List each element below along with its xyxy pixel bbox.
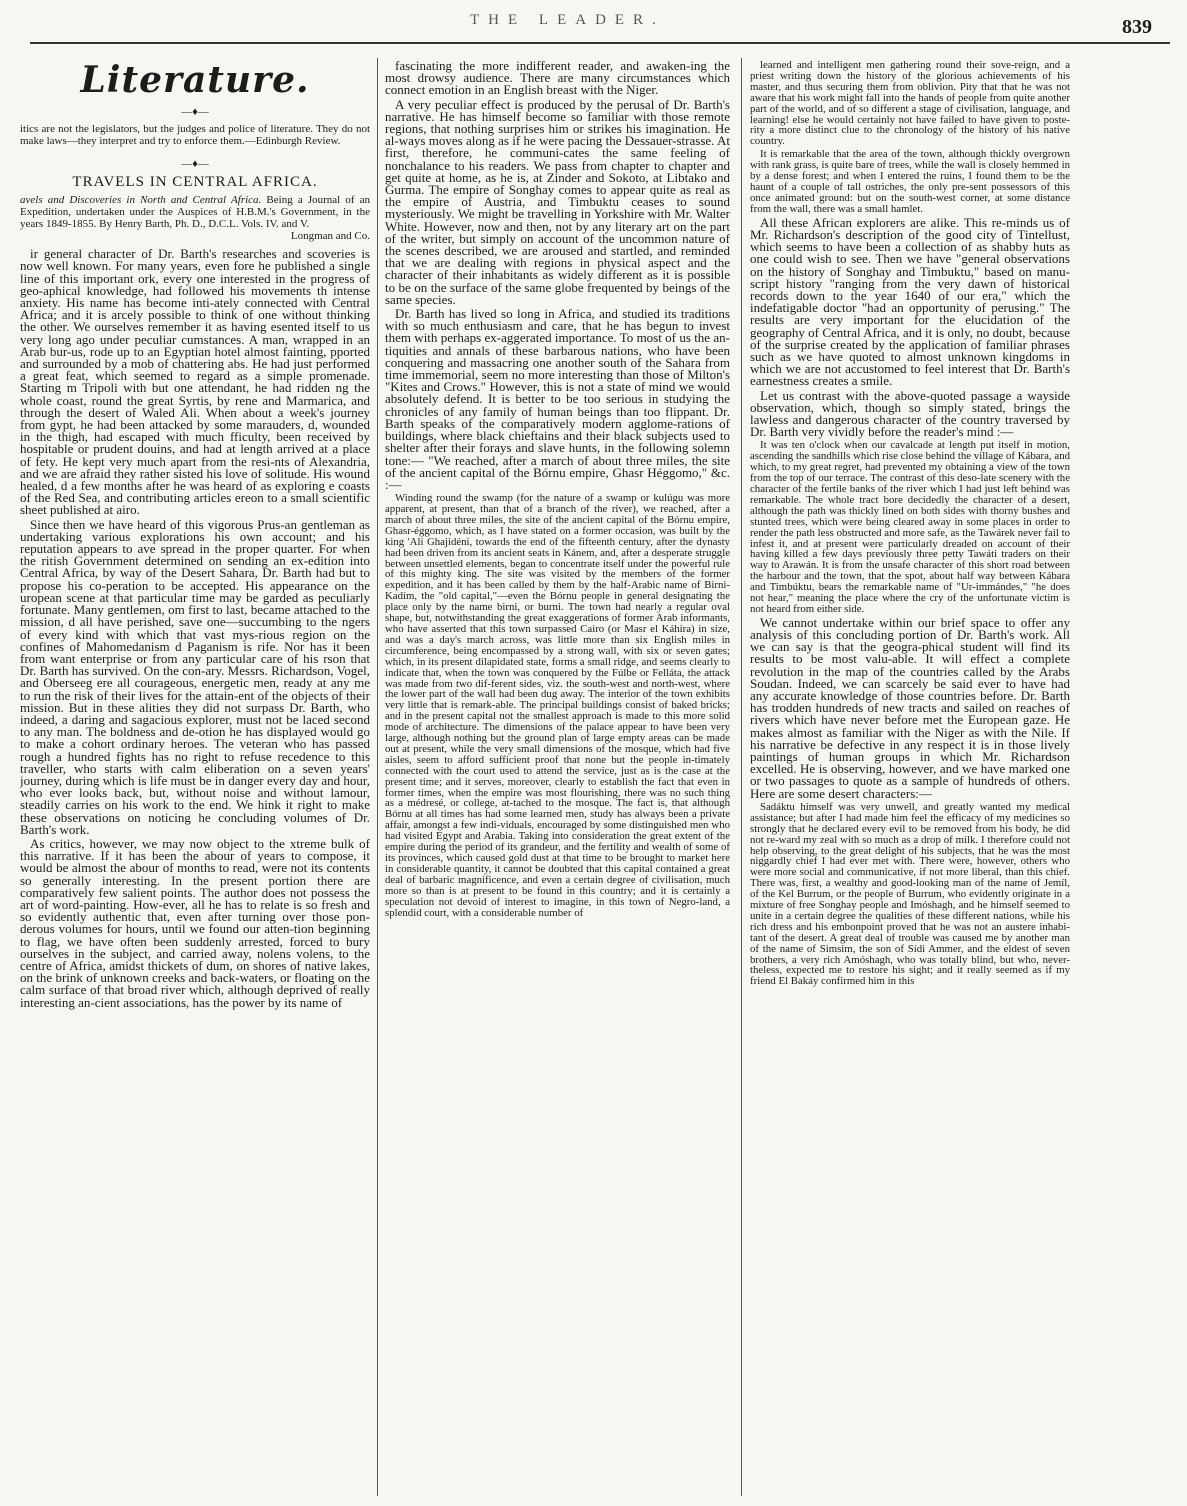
column-2 xyxy=(385,60,730,1496)
masthead xyxy=(30,8,1170,44)
epigraph: itics are not the legislators, but the judges and police of literature. They do not make laws—they interpret and try to enforce them.—Edinburgh Review. xyxy=(20,123,370,147)
column-3 xyxy=(750,60,1070,1496)
book-description: Being a Journal of an Expedition, undertaken under the Auspices of H.B.M.'s Government, in the years 1849-1855. By Henry Barth, Ph. D., D.C.L. Vols. IV. and V. xyxy=(20,194,370,231)
quoted-extract: Winding round the swamp (for the nature of a swamp or kulúgu was more apparent, at present, than that of a branch of the river), we reached, after a march of about three miles, the site of the ancient capital of the Bórnu empire, Ghasr-éggomo, which, as I have stated on a former occasion, was built by the king 'Alí Ghajidéni, towards the end of the fifteenth century, after the dynasty had been driven from its ancient seats in Kánem, and, after a desperate struggle between unsettled elements, began to concentrate itself under the powerful rule of this mighty king. The site was visited by the members of the former expedition, and it has been called by them by the half-Arabic name of Birni-Kadím, the "old capital,"—even the Bórnu people in general designating the place only by the name birni, or burni. The town had nearly a regular oval shape, but, notwithstanding the great exaggerations of former Arab informants, who have asserted that this town surpassed Cairo (or Masr el Káhira) in size, and was a day's march across, was little more than six English miles in circumference, being encompassed by a strong wall, with six or seven gates; which, in its present dilapidated state, forms a small ridge, and seems clearly to indicate that, when the town was conquered by the Fúlbe or Felláta, the attack was made from two dif-ferent sides, viz. the south-west and north-west, where the lower part of the wall had been dug away. The interior of the town exhibits very little that is remark-able. The principal buildings consist of baked bricks; and in the present capital not the smallest approach is made to this more solid mode of architecture. The dimensions of the palace appear to have been very large, although nothing but the ground plan of large empty areas can be made out at present, while the very small dimensions of the mosque, which had five aisles, seem to afford sufficient proof that none but the people in-timately connected with the court used to attend the service, just as is the case at the present time; and it serves, moreover, clearly to establish the fact that even in former times, when the empire was most flourishing, there was no such thing as a médresé, or college, at-tached to the mosque. The fact is, that although Bórnu at all times has had some learned men, study has always been a private affair, amongst a few indi-viduals, encouraged by some distinguished men who had visited Egypt and Arabia. Taking into consideration the great extent of the empire during the period of its grandeur, and the fertility and wealth of some of its provinces, which caused gold dust at that time to be brought to market here in considerable quantity, it cannot be doubted that this capital contained a great deal of barbaric magnificence, and even a certain degree of civilisation, much more so than is at present to be found in this country; and it is certainly a speculation not devoid of interest to imagine, in this town of Negro-land, a splendid court, with a considerable number of xyxy=(385,492,730,919)
column-rule xyxy=(741,58,742,1496)
ornament: —♦— xyxy=(181,106,209,118)
paragraph: A very peculiar effect is produced by the perusal of Dr. Barth's narrative. He has himself become so familiar with those remote regions, that nothing surprises him or strikes his imagination. He al-ways moves along as if he were pacing the Dessauer-strasse. At first, therefore, he communi-cates the same feeling of nonchalance to his readers. We pass from chapter to chapter and get quite at home, as he is, at Zinder and Sokoto, at Libtako and Gurma. The empire of Songhay comes to appear quite as real as the empire of Austria, and Timbuktu ceases to sound mysteriously. We might be travelling in Yorkshire with Mr. Walter White. However, now and then, not by any literary art on the part of the writer, but simply on account of the uncommon nature of the scenes described, we are aroused and startled, and reminded that we are dealing with regions in physical aspect and the character of their inhabitants as widely different as it is possible to be on the surface of the same globe frequented by beings of the same species. xyxy=(385,96,730,307)
column-rule xyxy=(377,58,378,1496)
book-title: avels and Discoveries in North and Central Africa. xyxy=(20,194,262,207)
page-number: 839 xyxy=(1122,16,1152,38)
paragraph: Let us contrast with the above-quoted passage a wayside observation, which, though so simply stated, brings the lawless and dangerous character of the country traversed by Dr. Barth very vividly before the reader's mind :— xyxy=(750,387,1070,440)
paragraph: Dr. Barth has lived so long in Africa, and studied its traditions with so much enthusiasm and care, that he has begun to invest them with perhaps ex-aggerated importance. To most of us the an-tiquities and annals of these barbarous nations, who have been conquering and massacring one another south of the Sahara from time immemorial, seem no more interesting than those of Milton's "Kites and Crows." However, this is not a state of mind we would absolutely defend. It is better to be too serious in studying the chronicles of any family of human beings than too flippant. Dr. Barth speaks of the comparatively modern agglome-rations of buildings, where black chieftains and their black subjects used to shelter after their forays and slave hunts, in the following solemn tone:— "We reached, after a march of about three miles, the site of the ancient capital of the Bórnu empire, Ghasr Héggomo," &c. :— xyxy=(385,306,730,492)
paragraph: ir general character of Dr. Barth's researches and scoveries is now well known. For many years, even fore he published a single line of this important ork, every one interested in the progress of geo-aphical knowledge, had followed his movements th intense anxiety. His name has become inti-ately connected with Central Africa; and it is arcely possible to think of one without thinking the other. We ourselves remember it as having esented itself to us very long ago under peculiar cumstances. A man, wrapped in an Arab bur-us, rode up to an Egyptian hotel almost fainting, pported and surrounded by a mob of chattering abs. He had just performed a great feat, which seemed to regard as a simple promenade. Starting m Tripoli with but one attendant, he had ridden ng the whole coast, round the great Syrtis, by rene and Marmarica, and through the desert of Waled Ali. When about a week's journey from gypt, he had been attacked by some marauders, d, wounded in the thigh, had escaped with much fficulty, been received by hospitable or prudent douins, and had at length arrived at a place of fety. He kept very much apart from the resi-nts of Alexandria, and we are afraid they rather sisted his love of solitude. His wound healed, d a few months after he was heard of as exploring e coasts of the Red Sea, and contributing articles ereon to a small scientific sheet published at airo. xyxy=(20,246,370,518)
publisher: Longman and Co. xyxy=(290,230,370,243)
paragraph: Since then we have heard of this vigorous Prus-an gentleman as undertaking various explorations his own account; and his reputation appears to ave spread in the proper quarter. For when the ritish Government determined on sending an ex-edition into Central Africa, by way of the Desert Sahara, Dr. Barth had but to propose his co-peration to be accepted. His appearance on the uropean scene at that particular time may be garded as peculiarly fortunate. Many gentlemen, om first to last, became attached to the mission, d all have perished, save one—succumbing to the ngers of every kind with which that vast mys-rious region on the confines of Mahomedanism d Paganism is rife. Nor has it been from want enterprise or from any particular care of his rson that Dr. Barth has survived. On the con-ary. Messrs. Richardson, Vogel, and Oberseeg ere all courageous, energetic men, ready at any me to run the risk of their lives for the attain-ent of the objects of their mission. But in these alities they did not surpass Dr. Barth, who indeed, a daring and sagacious explorer, must not be laced second to any man. The boldness and de-otion he has displayed would go to make a cohort ordinary heroes. The veteran who has passed rough a hundred fights has no right to refuse recedence to this traveller, who starts with calm eliberation on a seven years' journey, during which is life must be in danger every day and hour, who ever looks back, but, without noise and without lamour, steadily carries on his work to the end. We hink it right to make these observations on noticing he concluding volumes of Dr. Barth's work. xyxy=(20,516,370,837)
column-1 xyxy=(20,56,370,1496)
running-title: THE LEADER. xyxy=(470,12,665,28)
quoted-extract: It is remarkable that the area of the town, although thickly overgrown with rank grass, is quite bare of trees, while the wall is closely hemmed in by a dense forest; and when I entered the ruins, I found them to be the haunt of a couple of tall ostriches, the only pre-sent possessors of this once animated ground: but on the south-west corner, at some distance from the wall, there was a small hamlet. xyxy=(750,148,1070,215)
book-reference xyxy=(20,194,370,242)
paragraph: We cannot undertake within our brief space to offer any analysis of this concluding portion of Dr. Barth's work. All we can say is that the geogra-phical student will find its results to be most valu-able. It will effect a complete revolution in the map of the countries called by the Arabs Soudan. Indeed, we can scarcely be said ever to have had any accurate knowledge of those countries before. Dr. Barth has trodden hundreds of new tracts and sailed on reaches of rivers which have never before met the European gaze. He makes almost as familiar with the Niger as with the Nile. If his narrative be defective in any respect it is in those lively paintings of human groups in which Mr. Richardson excelled. He is observing, however, and we have marked one or two passages to quote as a sample of hundreds of others. Here are some desert characters:— xyxy=(750,614,1070,801)
ornament: —♦— xyxy=(181,157,209,170)
paragraph: As critics, however, we may now object to the xtreme bulk of this narrative. If it has been the abour of years to compose, it would be almost the abour of months to read, were not its contents so generally interesting. In the present portion there are comparatively few salient points. The author does not possess the art of word-painting. How-ever, all he has to relate is so fresh and so evidently authentic that, even after turning over those pon-derous volumes for hours, until we found our atten-tion beginning to flag, we have often been suddenly arrested, forced to bury ourselves in the subject, and carried away, nolens volens, to the centre of Africa, amidst thickets of dum, on shores of native lakes, on the brink of unknown creeks and back-waters, or floating on the calm surface of that broad river which, although deprived of really interesting an-cient associations, has the power by its name of xyxy=(20,835,370,1010)
quoted-extract: Sadáktu himself was very unwell, and greatly wanted my medical assistance; but after I had made him feel the efficacy of my medicines so strongly that he declared every evil to be removed from his body, he did not re-ward my zeal with so much as a drop of milk. I therefore could not help observing, to the great delight of his subjects, that he was the most niggardly chief I had ever met with. There were, however, others who were more social and communicative, if not more liberal, than this chief. There was, first, a wealthy and good-looking man of the name of Jemíl, of the Kel Burrum, or the people of Burrum, who evidently originate in a mixture of free Songhay people and Imóshagh, and he himself seemed to unite in a certain degree the qualities of these different nations, while his rich dress and his embonpoint proved that he was not an austere inhabi-tant of the desert. A great deal of trouble was caused me by another man of the name of Simsim, the son of Sídi Ammer, and the eldest of seven brothers, a very rich Amóshagh, who was totally blind, but who, never-theless, expected me to restore his sight; and it really seemed as if my friend El Bakáy confirmed him in this xyxy=(750,800,1070,988)
section-title: Literature. xyxy=(80,59,310,101)
paragraph: fascinating the more indifferent reader, and awaken-ing the most drowsy audience. There are many circumstances which connect emotion in an English breast with the Niger. xyxy=(385,60,730,98)
article-title: TRAVELS IN CENTRAL AFRICA. xyxy=(72,174,318,190)
paragraph: All these African explorers are alike. This re-minds us of Mr. Richardson's description of the good city of Tintellust, which seems to have been a collection of as shabby huts as one could wish to see. Then we have "general observations on the history of Songhay and Timbuktu," based on manu-script history "ranging from the very dawn of historical records down to the year 1640 of our era," which the indefatigable doctor "had an opportunity of perusing." The results are very important for the elucidation of the geography of Central Africa, and it is only, no doubt, because of the surprise created by the application of familiar phrases such as we have quoted to almost unknown kingdoms in which we are not accustomed to feel interest that Dr. Barth's earnestness creates a smile. xyxy=(750,214,1070,389)
quoted-extract: It was ten o'clock when our cavalcade at length put itself in motion, ascending the sandhills which rise close behind the village of Kábara, and which, to my great regret, had prevented my obtaining a view of the town from the top of our terrace. The contrast of this deso-late scenery with the character of the fertile banks of the river which I had just left behind was remarkable. The whole tract bore decidedly the character of a desert, although the path was thickly lined on both sides with thorny bushes and stunted trees, which were being cleared away in some places in order to render the path less obstructed and more safe, as the Tawárek never fail to infest it, and at present were particularly dreaded on account of their having killed a few days previously three petty Tawáti traders on their way to Arawán. It is from the unsafe character of this short road between the harbour and the town, that the spot, about half way between Kábara and Timbúktu, bears the remarkable name of "Ur-immándes," "he does not hear," meaning the place where the cry of the unfortunate victim is not heard from either side. xyxy=(750,439,1070,615)
quoted-extract: learned and intelligent men gathering round their sove-reign, and a priest writing down the history of the glorious achievements of his master, and thus securing them from oblivion. Pity that that he was not aware that his work might fall into the hands of people from quite another part of the world, and of so different a stage of civilisation, language, and learning! else he would certainly not have failed to have given to poste-rity a more distinct clue to the chronology of the history of his native country. xyxy=(750,60,1070,148)
